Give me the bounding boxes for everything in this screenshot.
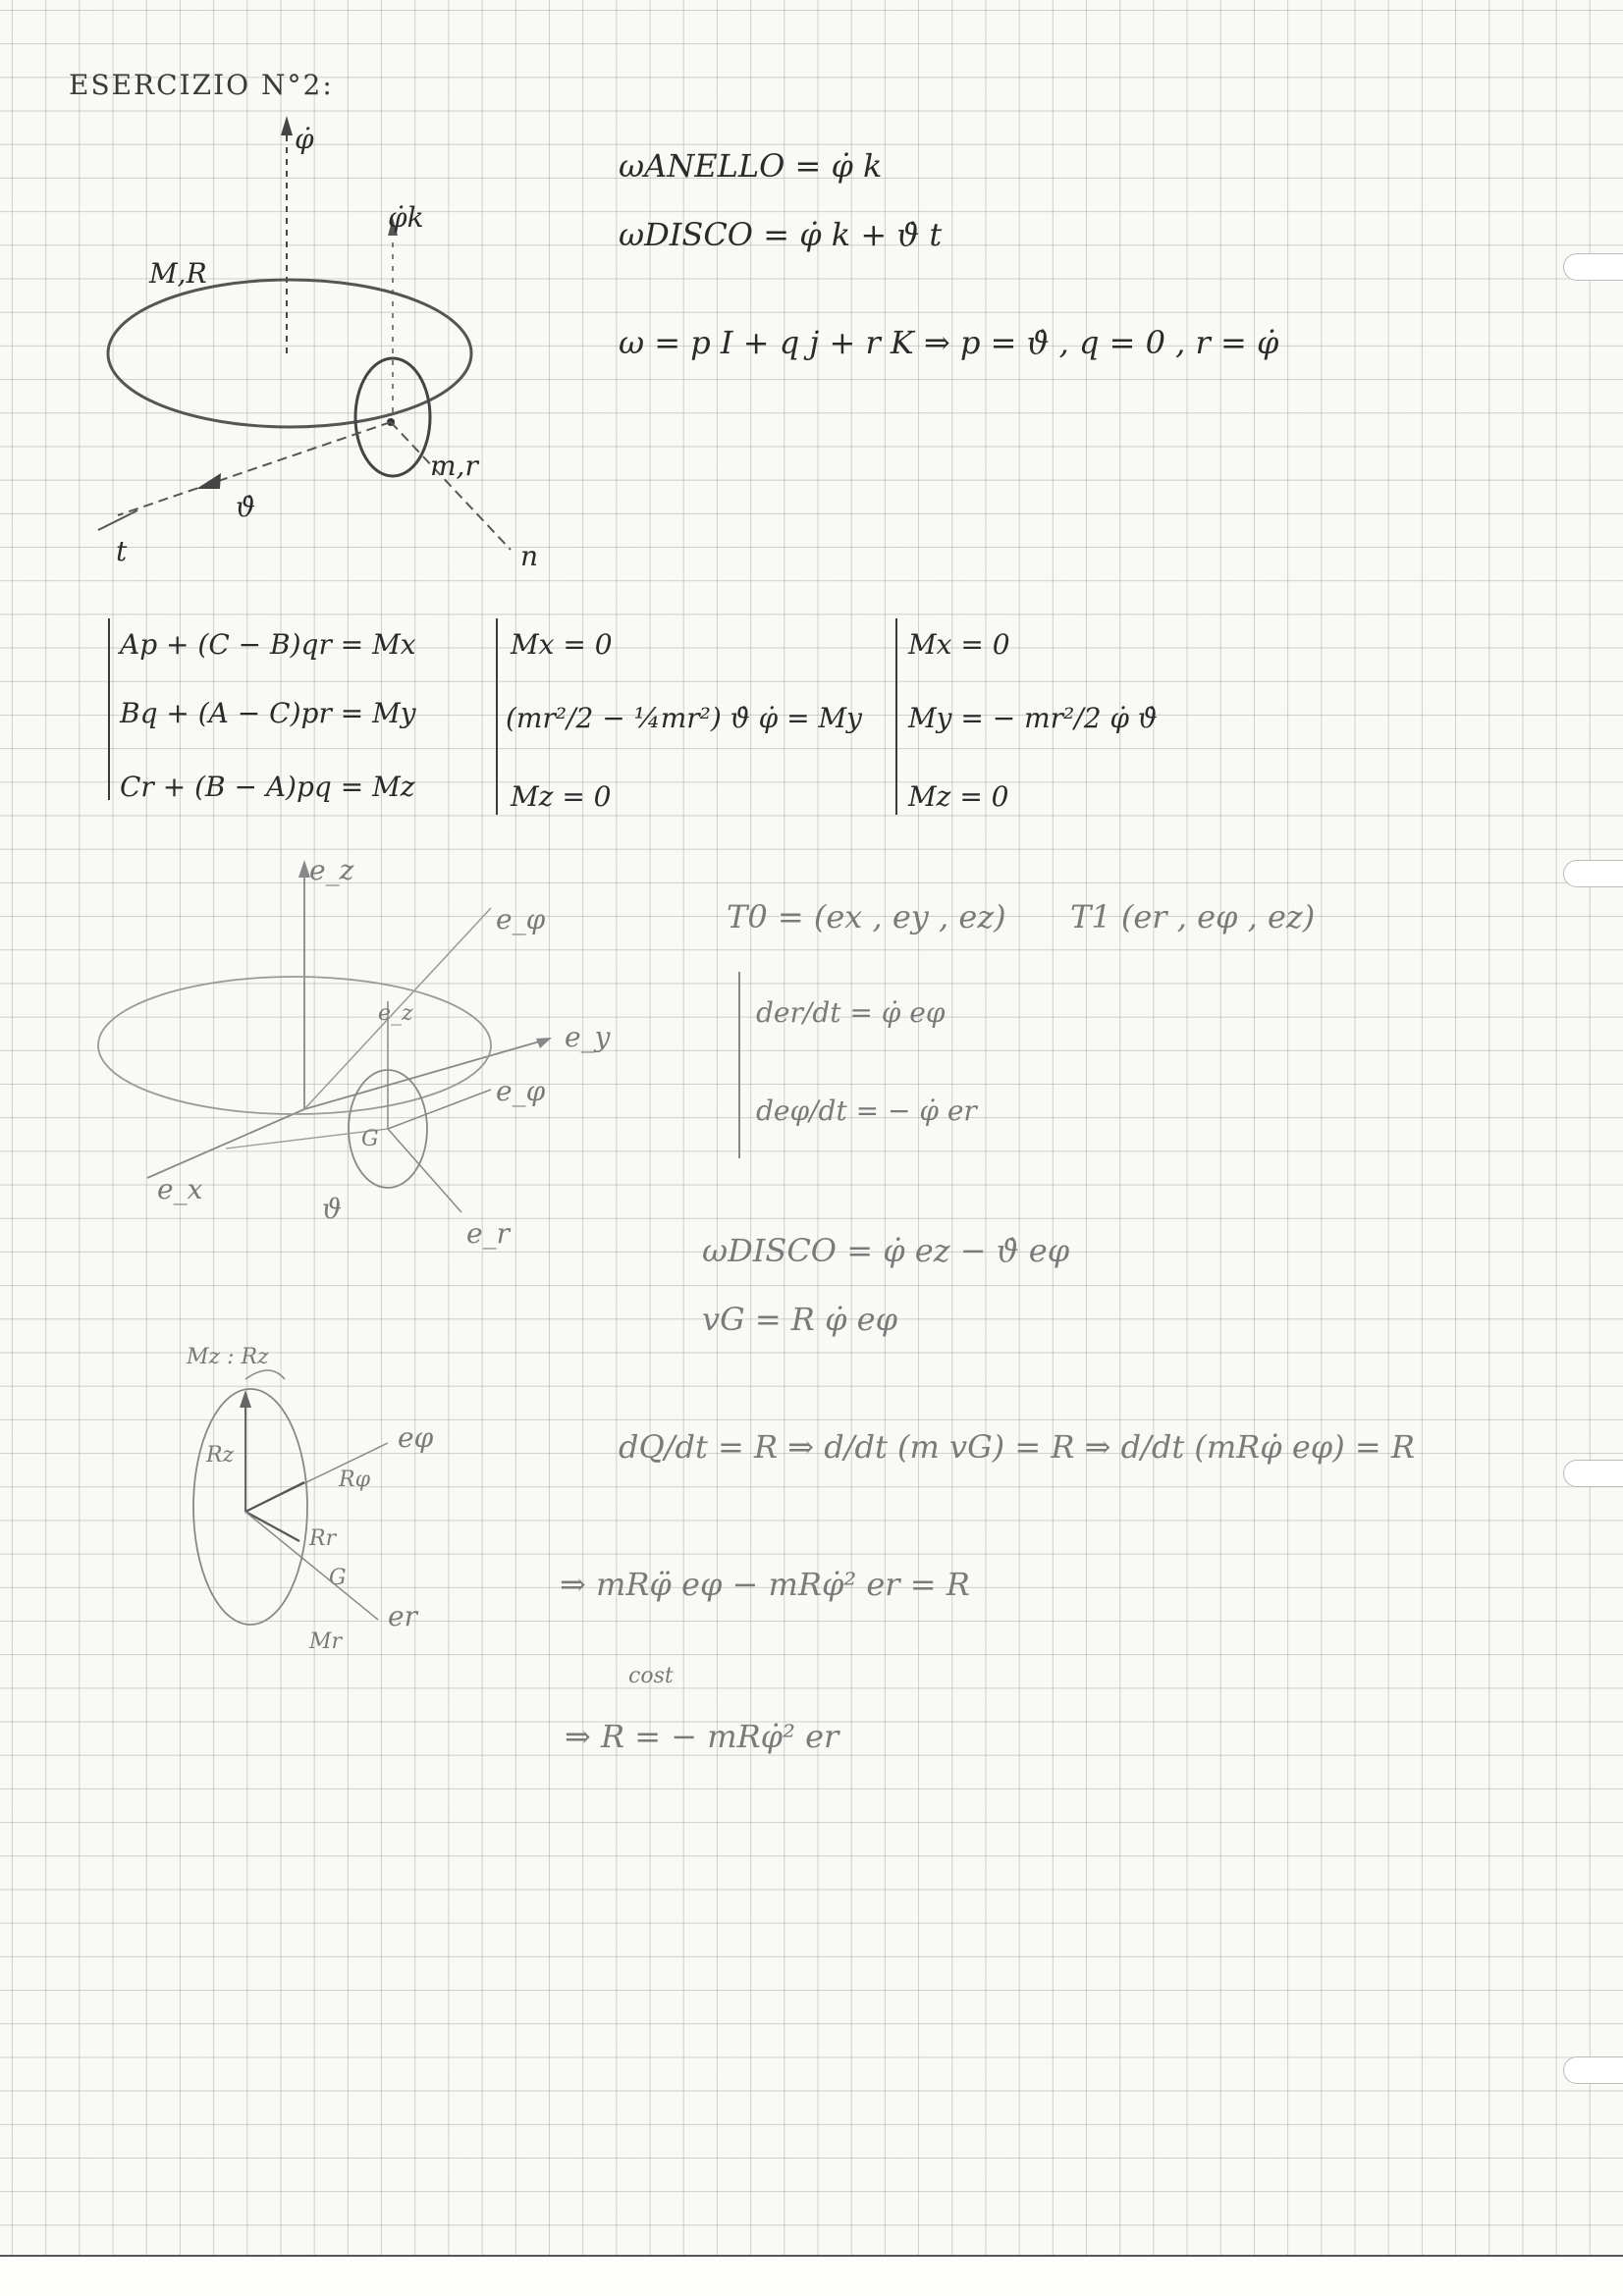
brace-result <box>895 618 897 815</box>
t-axis-label: t <box>116 535 128 567</box>
Mz-Rz-label: Mz : Rz <box>187 1345 269 1369</box>
ex-label: e_x <box>157 1173 203 1205</box>
punch-hole <box>1563 1460 1623 1487</box>
ez-top-label: e_z <box>309 854 354 886</box>
dephi-dt-eq: deφ/dt = − φ̇ er <box>756 1095 977 1127</box>
ey-label: e_y <box>565 1021 611 1053</box>
euler-eq-3: Cr + (B − A)pq = Mz <box>120 771 415 803</box>
k-vector-label: φ̇k <box>388 201 424 234</box>
euler-eq-2: Bq + (A − C)pr = My <box>120 697 416 729</box>
moments-eq-2: (mr²/2 − ¼mr²) ϑ̇ φ̇ = My <box>506 702 862 734</box>
vG-eq: vG = R φ̇ eφ <box>702 1301 897 1338</box>
Rphi-label: Rφ <box>339 1468 370 1492</box>
T1-frame: T1 (er , eφ , ez) <box>1070 898 1316 935</box>
exercise-title: ESERCIZIO N°2: <box>69 69 334 101</box>
ephi-top-label: e_φ <box>496 903 546 935</box>
phi-dot-label: φ̇ <box>295 123 314 155</box>
ephi-mid-label: e_φ <box>496 1075 546 1107</box>
ephi-fig3-label: eφ <box>398 1421 434 1454</box>
moments-eq-1: Mx = 0 <box>511 628 613 661</box>
omega-ring-eq: ωANELLO = φ̇ k <box>619 147 883 185</box>
Mr-label: Mr <box>309 1629 343 1654</box>
ez-mid-label: e_z <box>378 1001 413 1026</box>
omega-components-eq: ω = p I + q j + r K ⇒ p = ϑ̇ , q = 0 , r = φ̇ <box>619 324 1279 361</box>
G-label: G <box>361 1127 379 1151</box>
reactions-figure <box>0 0 471 1669</box>
punch-hole <box>1563 860 1623 887</box>
dynamics-line-1: dQ/dt = R ⇒ d/dt (m vG) = R ⇒ d/dt (mRφ̇ eφ) = R <box>619 1428 1415 1466</box>
result-eq-3: Mz = 0 <box>908 780 1009 813</box>
Rz-label: Rz <box>206 1443 235 1468</box>
moments-eq-3: Mz = 0 <box>511 780 612 813</box>
er-label: e_r <box>466 1217 510 1250</box>
ring-mass-label: M,R <box>149 257 207 290</box>
theta-dot-label: ϑ̇ <box>236 491 256 523</box>
euler-eq-1: Ap + (C − B)qr = Mx <box>120 628 416 661</box>
result-eq-2: My = − mr²/2 φ̇ ϑ̇ <box>908 702 1158 734</box>
result-eq-1: Mx = 0 <box>908 628 1010 661</box>
G-fig3-label: G <box>329 1566 347 1590</box>
constant-note: cost <box>628 1664 674 1688</box>
Rr-label: Rr <box>309 1526 337 1551</box>
brace-derivatives <box>738 972 740 1158</box>
der-dt-eq: der/dt = φ̇ eφ <box>756 996 946 1029</box>
omega-disc-eq: ωDISCO = φ̇ k + ϑ̇ t <box>619 216 943 253</box>
theta-label: ϑ <box>322 1193 343 1225</box>
er-fig3-label: er <box>388 1600 417 1632</box>
dynamics-line-3: ⇒ R = − mRφ̇² er <box>565 1718 839 1755</box>
disc-mass-label: m,r <box>430 450 478 482</box>
punch-hole <box>1563 2056 1623 2084</box>
dynamics-line-2: ⇒ mRφ̈ eφ − mRφ̇² er = R <box>560 1566 970 1603</box>
omega-disc-frame-eq: ωDISCO = φ̇ ez − ϑ̇ eφ <box>702 1232 1070 1269</box>
T0-frame: T0 = (ex , ey , ez) <box>727 898 1006 935</box>
n-axis-label: n <box>520 540 539 572</box>
page-bottom-edge <box>0 2255 1623 2296</box>
punch-hole <box>1563 253 1623 281</box>
